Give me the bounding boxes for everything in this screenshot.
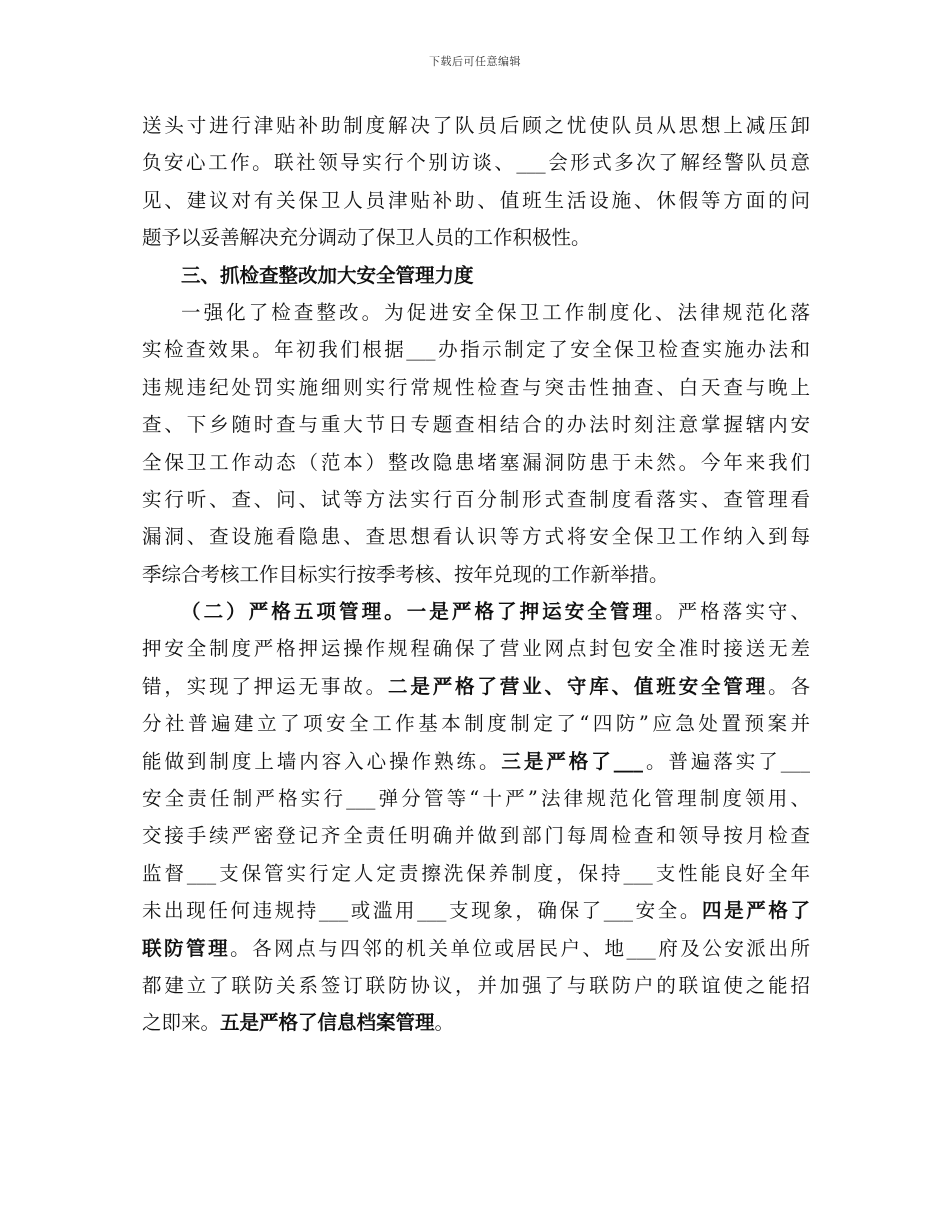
text-run: 。 xyxy=(434,1011,455,1035)
text-line xyxy=(142,331,810,368)
text-line xyxy=(142,257,810,294)
text-run: 。普遍落实了___ xyxy=(642,749,810,773)
text-run: 见、建议对有关保卫人员津贴补助、值班生活设施、休假等方面的问 xyxy=(142,188,810,212)
text-line xyxy=(142,556,810,593)
text-run: 错，实现了押运无事故。 xyxy=(142,674,388,698)
bold-text-run: 五是严格了信息档案管理 xyxy=(220,1011,435,1035)
text-run: 查、下乡随时查与重大节日专题查相结合的办法时刻注意掌握辖内安 xyxy=(142,413,810,437)
text-line xyxy=(142,705,810,742)
text-line xyxy=(142,481,810,518)
bold-text-run: 四是严格了 xyxy=(702,899,810,923)
text-run: 。各 xyxy=(768,674,810,698)
text-run: 题予以妥善解决充分调动了保卫人员的工作积极性。 xyxy=(142,226,591,250)
text-line xyxy=(142,668,810,705)
text-line xyxy=(142,855,810,892)
text-line xyxy=(142,518,810,555)
text-line xyxy=(142,444,810,481)
page-header: 下载后可任意编辑 xyxy=(429,55,521,68)
text-run: 季综合考核工作目标实行按季考核、按年兑现的工作新举措。 xyxy=(142,562,669,586)
text-line xyxy=(142,107,810,144)
text-line xyxy=(142,817,810,854)
bold-text-run: 三、抓检查整改加大安全管理力度 xyxy=(181,263,474,287)
text-run: 都建立了联防关系签订联防协议，并加强了与联防户的联谊使之能招 xyxy=(142,973,810,997)
text-run: 分社普遍建立了项安全工作基本制度制定了“四防”应急处置预案并 xyxy=(142,712,810,736)
text-run: 未出现任何违规持___或滥用___支现象，确保了___安全。 xyxy=(142,899,703,923)
text-run: 能做到制度上墙内容入心操作熟练。 xyxy=(142,749,502,773)
text-run: 实检查效果。年初我们根据___办指示制定了安全保卫检查实施办法和 xyxy=(142,338,810,362)
text-run: 之即来。 xyxy=(142,1011,221,1035)
bold-text-run: 三是严格了___ xyxy=(501,749,643,773)
text-line xyxy=(142,406,810,443)
bold-text-run: 二是严格了营业、守库、值班安全管理 xyxy=(387,674,769,698)
text-line xyxy=(142,630,810,667)
document-body xyxy=(142,107,810,1042)
text-run: 安全责任制严格实行___弹分管等“十严”法律规范化管理制度领用、 xyxy=(142,787,810,811)
text-line xyxy=(142,892,810,929)
text-run: 一强化了检查整改。为促进安全保卫工作制度化、法律规范化落 xyxy=(181,300,810,324)
text-line xyxy=(142,219,810,256)
text-line xyxy=(142,780,810,817)
text-line xyxy=(142,294,810,331)
text-line xyxy=(142,182,810,219)
text-run: 交接手续严密登记齐全责任明确并做到部门每周检查和领导按月检查 xyxy=(142,824,810,848)
text-run: 违规违纪处罚实施细则实行常规性检查与突击性抽查、白天查与晚上 xyxy=(142,375,810,399)
bold-text-run: （二）严格五项管理。 xyxy=(181,600,407,624)
text-line xyxy=(142,930,810,967)
bold-text-run: 联防管理 xyxy=(142,936,231,960)
text-line xyxy=(142,369,810,406)
text-run: 实行听、查、问、试等方法实行百分制形式查制度看落实、查管理看 xyxy=(142,487,810,511)
text-run: 全保卫工作动态（范本）整改隐患堵塞漏洞防患于未然。今年来我们 xyxy=(142,450,810,474)
bold-text-run: 一是严格了押运安全管理 xyxy=(406,600,656,624)
text-line xyxy=(142,144,810,181)
text-line xyxy=(142,1004,810,1041)
text-run: 负安心工作。联社领导实行个别访谈、___会形式多次了解经警队员意 xyxy=(142,151,810,175)
text-run: 押安全制度严格押运操作规程确保了营业网点封包安全准时接送无差 xyxy=(142,637,810,661)
text-line xyxy=(142,593,810,630)
text-line xyxy=(142,743,810,780)
text-run: 漏洞、查设施看隐患、查思想看认识等方式将安全保卫工作纳入到每 xyxy=(142,525,810,549)
text-run: 监督___支保管实行定人定责擦洗保养制度，保持___支性能良好全年 xyxy=(142,861,810,885)
text-run: 。各网点与四邻的机关单位或居民户、地___府及公安派出所 xyxy=(230,936,810,960)
text-run: 送头寸进行津贴补助制度解决了队员后顾之忧使队员从思想上减压卸 xyxy=(142,114,810,137)
text-run: 。严格落实守、 xyxy=(655,600,810,624)
text-line xyxy=(142,967,810,1004)
